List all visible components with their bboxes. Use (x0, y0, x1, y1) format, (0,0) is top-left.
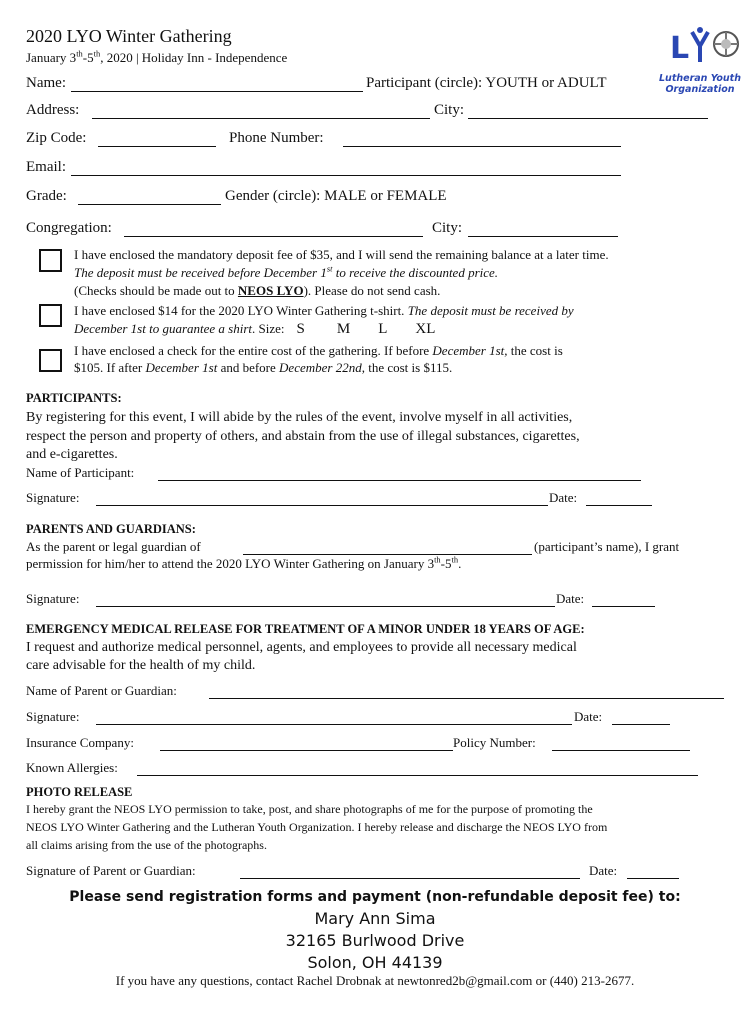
guardian-signature-label: Signature: (26, 591, 80, 606)
mailing-name: Mary Ann Sima (314, 909, 436, 928)
participants-heading: PARTICIPANTS: (26, 391, 122, 405)
medical-parent-name-label: Name of Parent or Guardian: (26, 683, 177, 698)
medical-signature-field[interactable] (96, 724, 572, 725)
form-title: 2020 LYO Winter Gathering (26, 26, 232, 46)
photo-date-label: Date: (589, 863, 618, 878)
send-instructions: Please send registration forms and payment (non-refundable deposit fee) to: (69, 889, 681, 905)
deposit-checkbox[interactable] (39, 249, 62, 272)
option-deposit-line2: The deposit must be received before December 1st to receive the discounted price. (74, 263, 499, 280)
participants-text-line2: respect the person and property of others, and abstain from the use of illegal substances, cigarettes, (26, 429, 580, 444)
name-field[interactable] (71, 91, 363, 92)
guardian-participant-name-field[interactable] (243, 554, 532, 555)
guardian-signature-field[interactable] (96, 606, 555, 607)
medical-text-line2: care advisable for the health of my child. (26, 658, 256, 673)
email-label: Email: (26, 159, 66, 175)
event-dates-location: January 3th-5th, 2020 | Holiday Inn - Independence (26, 48, 288, 65)
participant-date-label: Date: (549, 490, 578, 505)
participant-name-field[interactable] (158, 480, 641, 481)
congregation-city-label: City: (432, 220, 463, 236)
address-field[interactable] (92, 118, 430, 119)
option-full-line1: I have enclosed a check for the entire cost of the gathering. If before December 1st, the cost is (74, 343, 563, 358)
guardian-date-label: Date: (556, 591, 585, 606)
medical-date-field[interactable] (612, 724, 670, 725)
congregation-label: Congregation: (26, 220, 112, 236)
allergies-field[interactable] (137, 775, 698, 776)
parents-text-line2: permission for him/her to attend the 2020 LYO Winter Gathering on January 3th-5th. (26, 554, 462, 571)
option-tshirt-line2: December 1st to guarantee a shirt. Size: S M L XL (74, 321, 436, 337)
participant-signature-field[interactable] (96, 505, 548, 506)
participant-signature-label: Signature: (26, 490, 80, 505)
gender-label: Gender (circle): MALE or FEMALE (225, 188, 447, 204)
city-label: City: (434, 102, 465, 118)
size-m-option[interactable]: M (336, 321, 351, 337)
email-field[interactable] (71, 175, 621, 176)
grade-field[interactable] (78, 204, 221, 205)
phone-field[interactable] (343, 146, 621, 147)
medical-signature-label: Signature: (26, 709, 80, 724)
participant-name-label: Name of Participant: (26, 465, 135, 480)
medical-heading: EMERGENCY MEDICAL RELEASE FOR TREATMENT OF A MINOR UNDER 18 YEARS OF AGE: (26, 622, 585, 636)
size-xl-option[interactable]: XL (415, 321, 436, 337)
participants-text-line3: and e-cigarettes. (26, 447, 118, 462)
participant-type-label: Participant (circle): YOUTH or ADULT (366, 75, 607, 91)
tshirt-checkbox[interactable] (39, 304, 62, 327)
congregation-city-field[interactable] (468, 236, 618, 237)
city-field[interactable] (468, 118, 708, 119)
photo-heading: PHOTO RELEASE (26, 785, 133, 799)
name-label: Name: (26, 75, 66, 91)
photo-signature-label: Signature of Parent or Guardian: (26, 863, 196, 878)
insurance-field[interactable] (160, 750, 453, 751)
full-payment-checkbox[interactable] (39, 349, 62, 372)
size-l-option[interactable]: L (378, 321, 388, 337)
guardian-date-field[interactable] (592, 606, 655, 607)
phone-label: Phone Number: (229, 130, 324, 146)
congregation-field[interactable] (124, 236, 423, 237)
contact-info: If you have any questions, contact Rachel Drobnak at newtonred2b@gmail.com or (440) 213-2677. (115, 973, 635, 988)
photo-date-field[interactable] (627, 878, 679, 879)
medical-text-line1: I request and authorize medical personnel, agents, and employees to provide all necessary medical (26, 640, 577, 655)
mailing-city-state-zip: Solon, OH 44139 (307, 953, 443, 972)
policy-label: Policy Number: (453, 735, 536, 750)
medical-date-label: Date: (574, 709, 603, 724)
option-deposit-line3: (Checks should be made out to NEOS LYO). Please do not send cash. (74, 283, 441, 298)
parents-heading: PARENTS AND GUARDIANS: (26, 522, 196, 536)
zip-field[interactable] (98, 146, 216, 147)
parents-text-line1a: As the parent or legal guardian of (26, 539, 201, 554)
medical-parent-name-field[interactable] (209, 698, 724, 699)
option-deposit-line1: I have enclosed the mandatory deposit fee of $35, and I will send the remaining balance at a later time. (74, 247, 609, 262)
participant-date-field[interactable] (586, 505, 652, 506)
photo-text-line1: I hereby grant the NEOS LYO permission to take, post, and share photographs of me for the purpose of promoting the (26, 802, 593, 816)
allergies-label: Known Allergies: (26, 760, 118, 775)
logo-caption: Lutheran Youth Organization (659, 73, 741, 95)
svg-text:L: L (670, 31, 690, 66)
option-full-line2: $105. If after December 1st and before December 22nd, the cost is $115. (74, 360, 453, 375)
photo-text-line3: all claims arising from the use of the photographs. (26, 838, 267, 852)
insurance-label: Insurance Company: (26, 735, 134, 750)
size-s-option[interactable]: S (296, 321, 305, 337)
grade-label: Grade: (26, 188, 67, 204)
policy-field[interactable] (552, 750, 690, 751)
mailing-street: 32165 Burlwood Drive (285, 931, 465, 950)
zip-label: Zip Code: (26, 130, 87, 146)
parents-text-line1b: (participant’s name), I grant (534, 539, 680, 554)
address-label: Address: (26, 102, 80, 118)
option-tshirt-line1: I have enclosed $14 for the 2020 LYO Winter Gathering t-shirt. The deposit must be received by (74, 303, 574, 318)
photo-text-line2: NEOS LYO Winter Gathering and the Lutheran Youth Organization. I hereby release and discharge the NEOS LYO from (26, 820, 608, 834)
photo-signature-field[interactable] (240, 878, 580, 879)
participants-text-line1: By registering for this event, I will abide by the rules of the event, involve myself in all activities, (26, 410, 573, 425)
